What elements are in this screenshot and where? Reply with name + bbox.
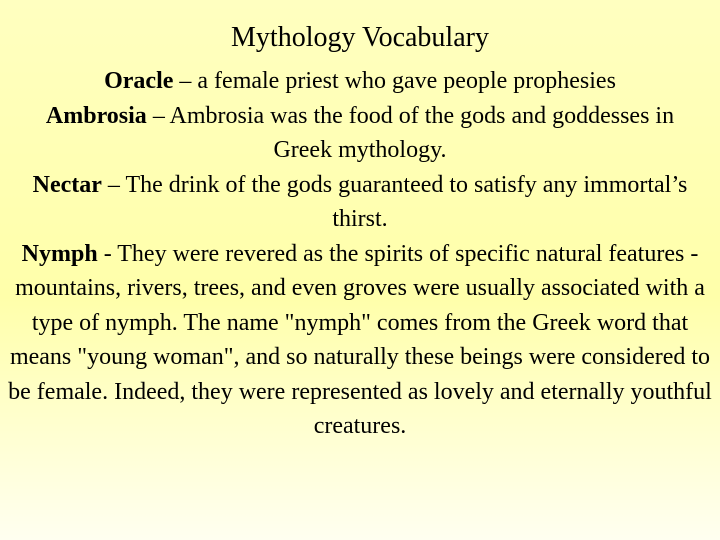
term-ambrosia: Ambrosia	[45, 102, 147, 129]
term-nectar: Nectar	[32, 171, 102, 198]
vocabulary-list	[0, 64, 720, 444]
definition-ambrosia: Ambrosia was the food of the gods and goddesses in Greek mythology.	[169, 102, 675, 163]
slide-title: Mythology Vocabulary	[231, 22, 489, 53]
vocabulary-entry-nectar	[10, 168, 710, 237]
vocabulary-entry-oracle	[10, 64, 710, 99]
separator: –	[101, 171, 126, 198]
separator: –	[173, 68, 198, 94]
separator: -	[97, 240, 118, 267]
term-nymph: Nymph	[21, 240, 98, 267]
definition-nymph: They were revered as the spirits of specific natural features - mountains, rivers, trees, and even groves were usually associated with a type of nymph. The name "nymph" comes from the Greek word that means "young woman", and so naturally these beings were considered to be female. Indeed, they were represented as lovely and eternally youthful creatures.	[8, 240, 712, 439]
separator: –	[146, 102, 170, 129]
term-oracle: Oracle	[104, 68, 174, 94]
vocabulary-entry-nymph	[2, 237, 718, 444]
vocabulary-entry-ambrosia	[40, 99, 680, 168]
definition-nectar: The drink of the gods guaranteed to satisfy any immortal’s thirst.	[125, 171, 688, 232]
definition-oracle: a female priest who gave people prophesies	[197, 68, 616, 94]
